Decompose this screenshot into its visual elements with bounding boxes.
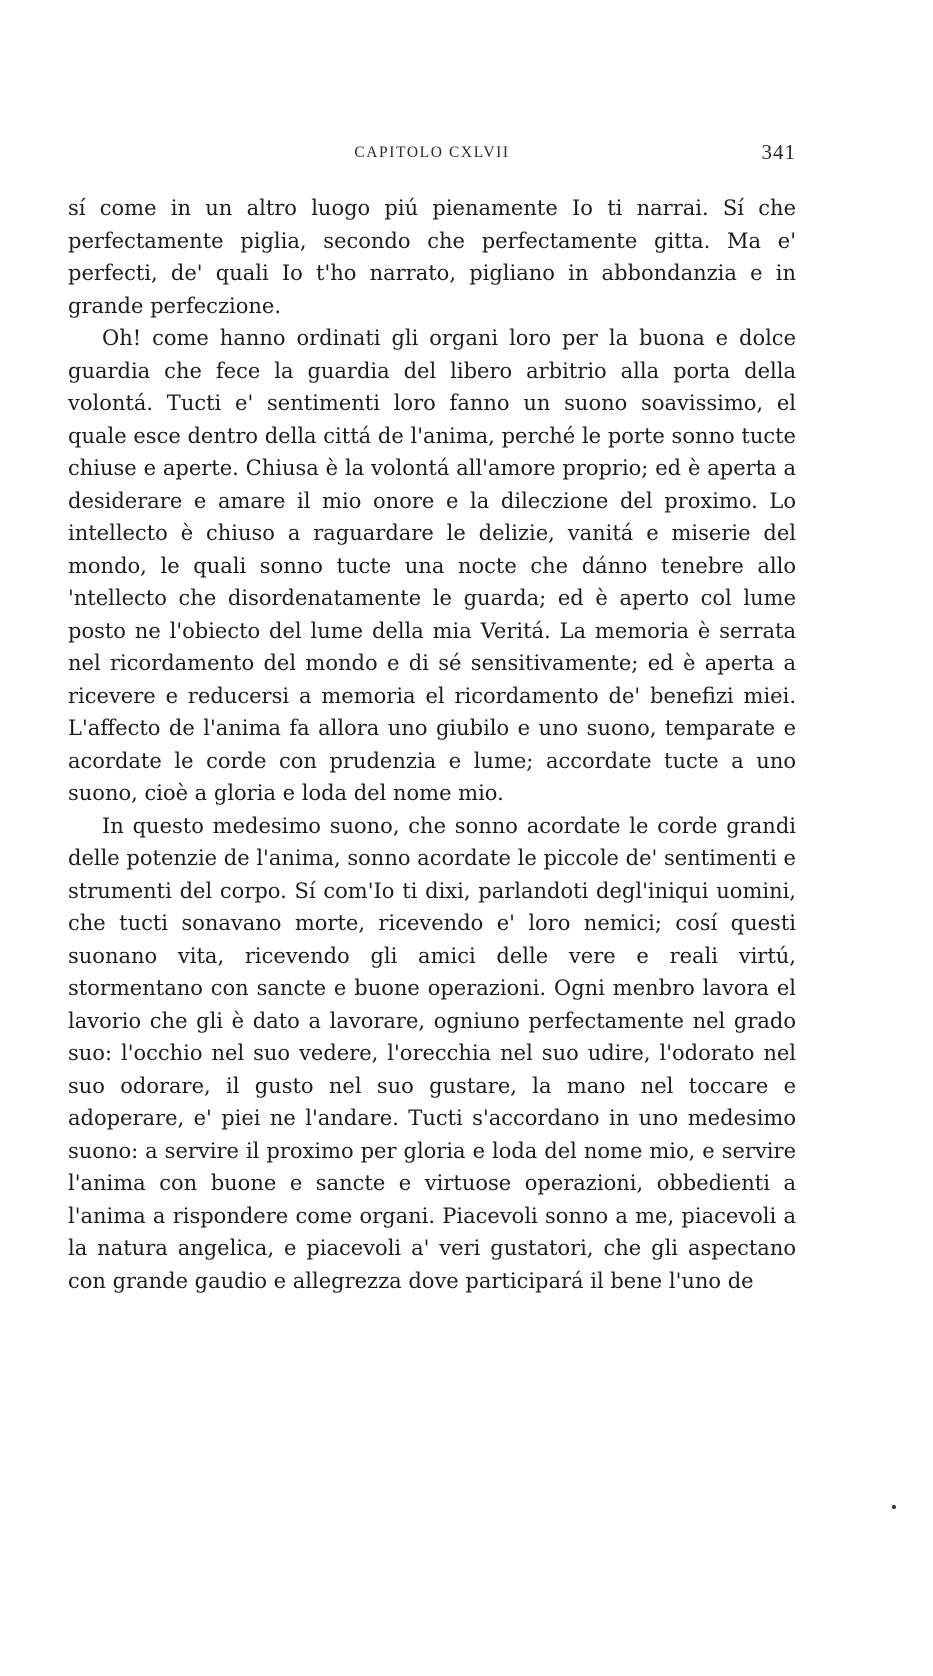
- body-text: [68, 192, 796, 1297]
- paragraph-1: sí come in un altro luogo piú pienamente Io ti narrai. Sí che perfectamente piglia, secondo che perfectamente gitta. Ma e' perfecti, de' quali Io t'ho narrato, pigliano in abbondanzia e in grande perfeczione.: [68, 196, 796, 318]
- running-head: [68, 140, 796, 166]
- paragraph-2: Oh! come hanno ordinati gli organi loro per la buona e dolce guardia che fece la guardia del libero arbitrio alla porta della volontá. Tucti e' sentimenti loro fanno un suono soavissimo, el quale esce dentro della cittá de l'anima, perché le porte sonno tucte chiuse e aperte. Chiusa è la volontá all'amore proprio; ed è aperta a desiderare e amare il mio onore e la dileczione del proximo. Lo intellecto è chiuso a raguardare le delizie, vanitá e miserie del mondo, le quali sonno tucte una nocte che dánno tenebre allo 'ntellecto che disordenatamente le guarda; ed è aperto col lume posto ne l'obiecto del lume della mia Veritá. La memoria è serrata nel ricordamento del mondo e di sé sensitivamente; ed è aperta a ricevere e reducersi a memoria el ricordamento de' benefizi miei. L'affecto de l'anima fa allora uno giubilo e uno suono, temparate e acordate le corde con prudenzia e lume; accordate tucte a uno suono, cioè a gloria e loda del nome mio.: [68, 326, 796, 805]
- scan-speck: [892, 1505, 896, 1509]
- page-number: 341: [761, 140, 796, 164]
- chapter-title: CAPITOLO CXLVII: [354, 144, 510, 161]
- paragraph-3: In questo medesimo suono, che sonno acordate le corde grandi delle potenzie de l'anima, sonno acordate le piccole de' sentimenti e strumenti del corpo. Sí com'Io ti dixi, parlandoti degl'iniqui uomini, che tucti sonavano morte, ricevendo e' loro nemici; cosí questi suonano vita, ricevendo gli amici delle vere e reali virtú, stormentano con sancte e buone operazioni. Ogni menbro lavora el lavorio che gli è dato a lavorare, ogniuno perfectamente nel grado suo: l'occhio nel suo vedere, l'orecchia nel suo udire, l'odorato nel suo odorare, il gusto nel suo gustare, la mano nel toccare e adoperare, e' piei ne l'andare. Tucti s'accordano in uno medesimo suono: a servire il proximo per gloria e loda del nome mio, e servire l'anima con buone e sancte e virtuose operazioni, obbedienti a l'anima a rispondere come organi. Piacevoli sonno a me, piacevoli a la natura angelica, e piacevoli a' veri gustatori, che gli aspectano con grande gaudio e allegrezza dove participará il bene l'uno de: [68, 813, 796, 1293]
